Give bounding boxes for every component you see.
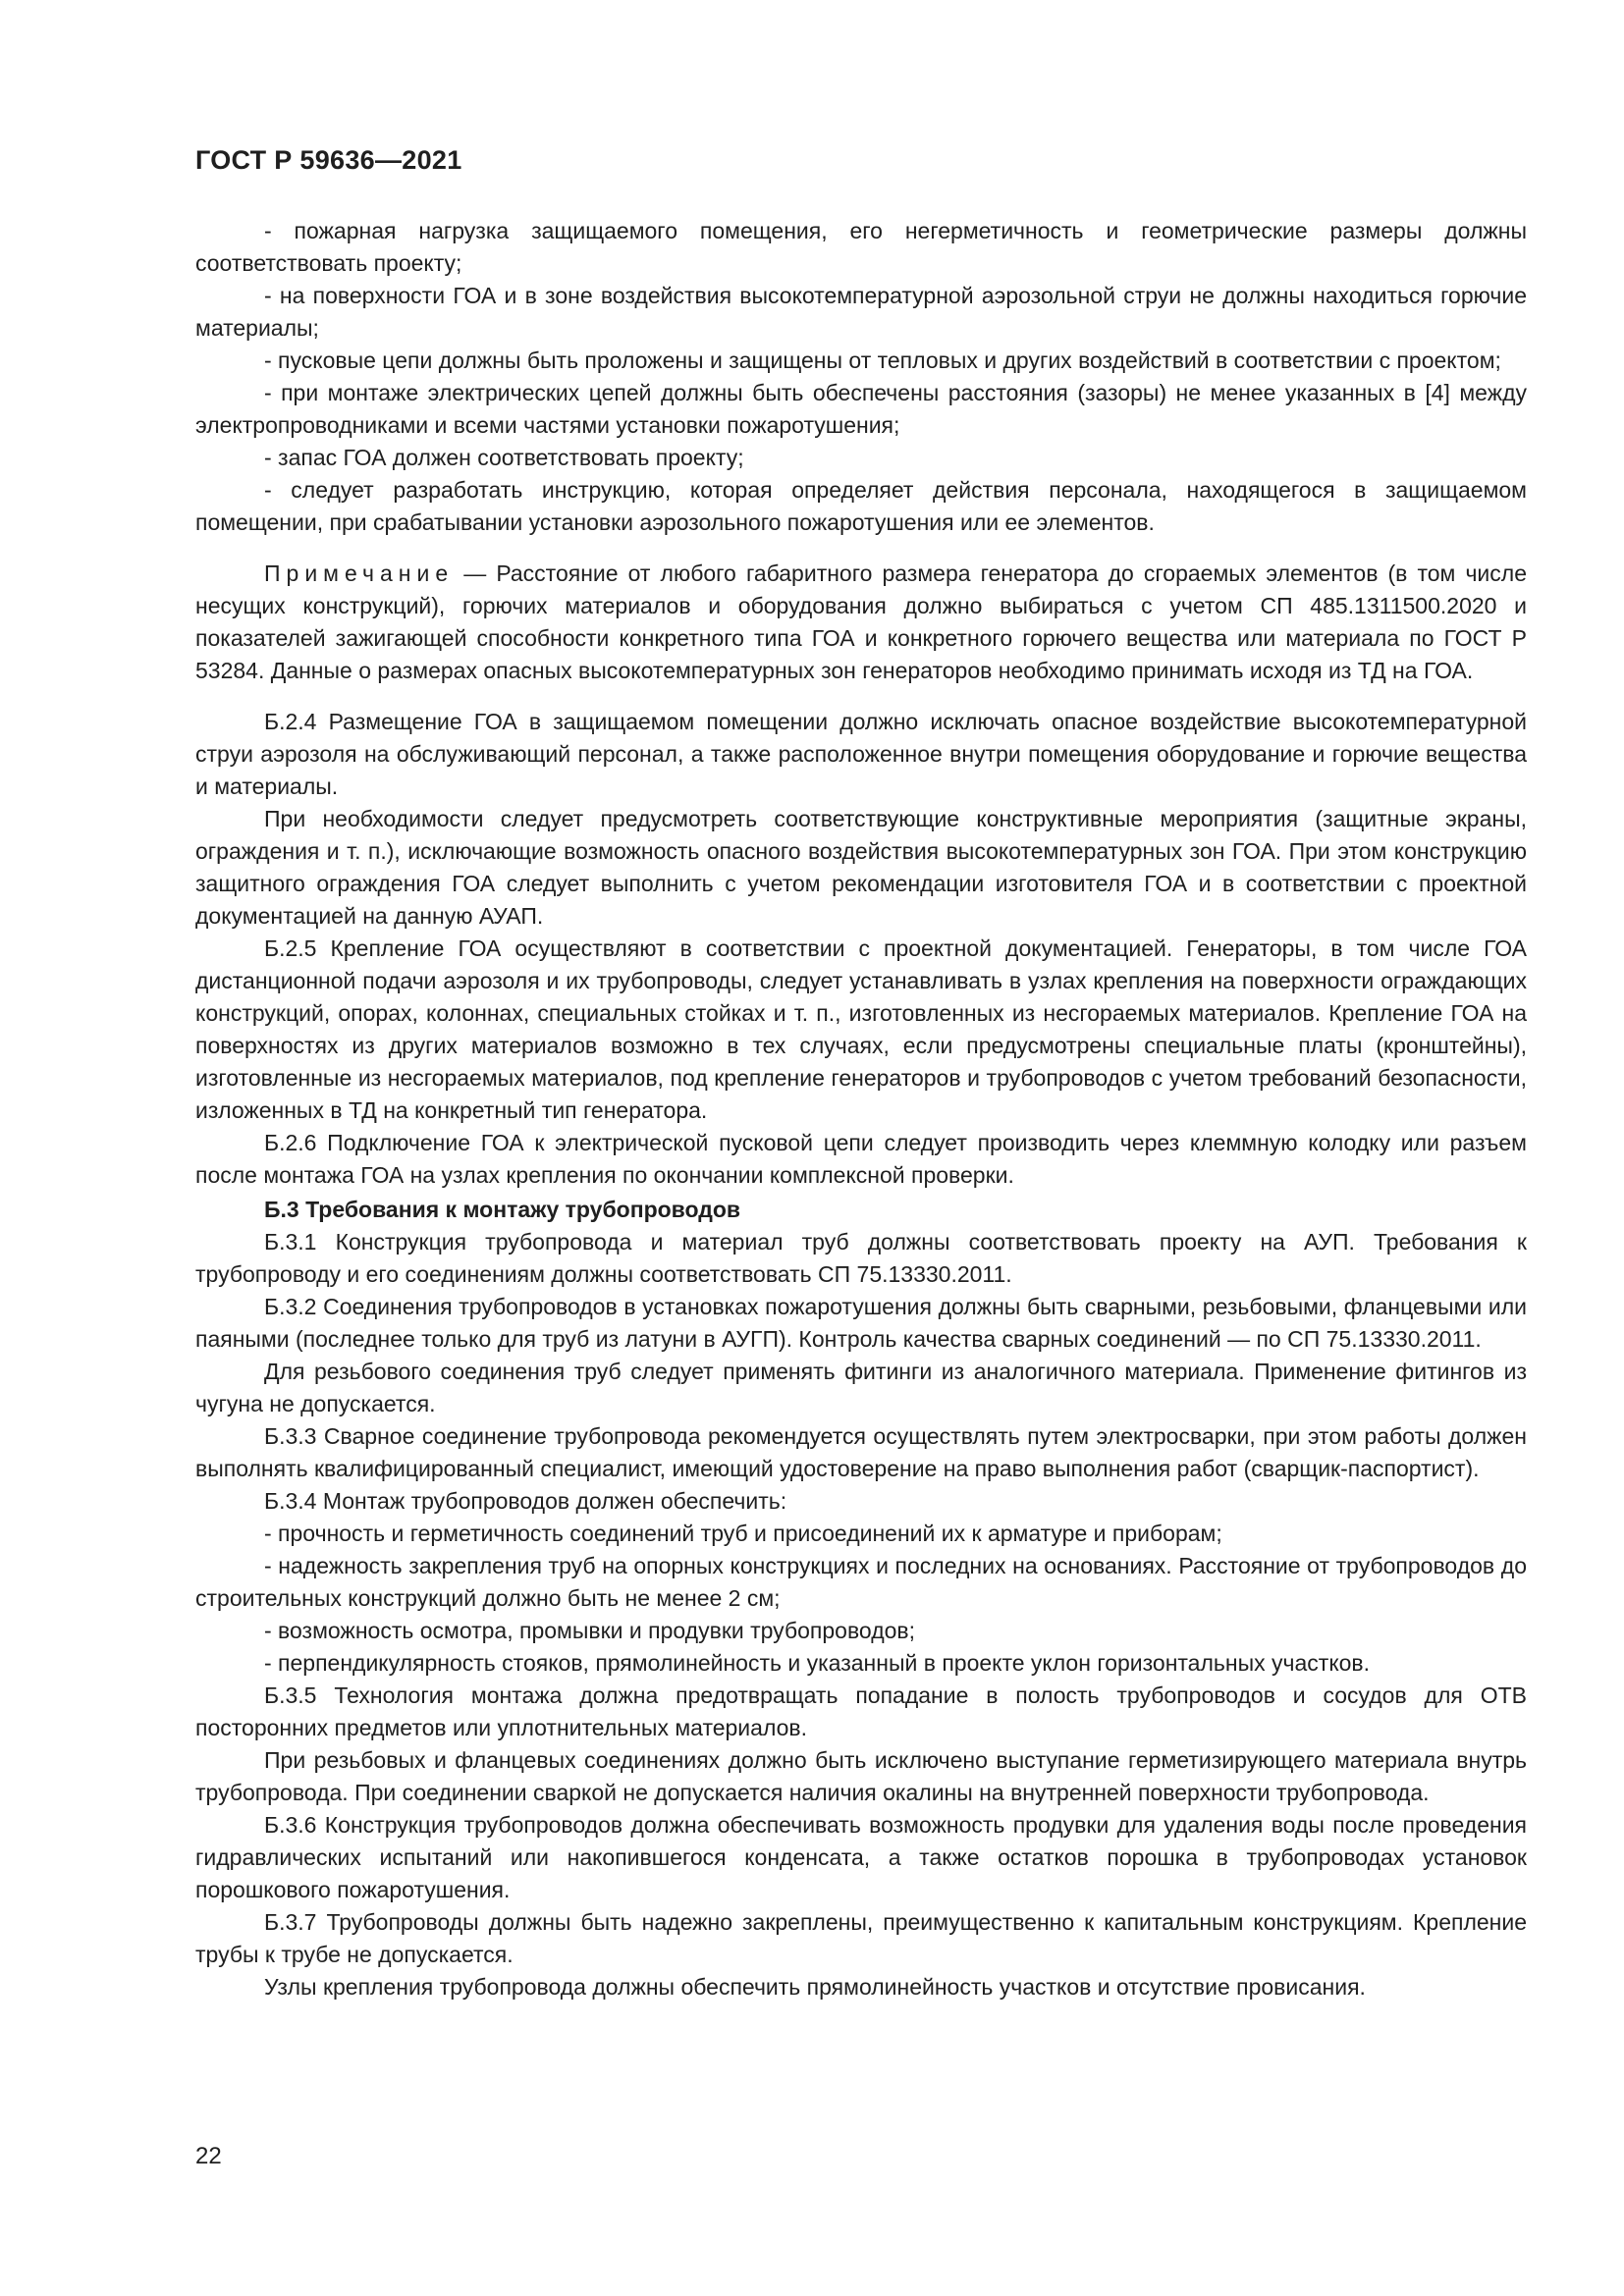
- paragraph-b2-4: Б.2.4 Размещение ГОА в защищаемом помещении должно исключать опасное воздействие высокотемпературной струи аэрозоля на обслуживающий персонал, а также расположенное внутри помещения оборудование и горючие вещества и материалы.: [195, 709, 1527, 799]
- note-block: [195, 558, 1527, 687]
- list-item: - пусковые цепи должны быть проложены и защищены от тепловых и других воздействий в соответствии с проектом;: [264, 347, 1501, 373]
- note-paragraph: [195, 558, 1527, 687]
- paragraph-b3-1: Б.3.1 Конструкция трубопровода и материал труб должны соответствовать проекту на АУП. Требования к трубопроводу и его соединениям должны соответствовать СП 75.13330.2011.: [195, 1229, 1527, 1287]
- paragraph-b3-4: Б.3.4 Монтаж трубопроводов должен обеспечить:: [264, 1488, 787, 1514]
- paragraph-b3-7: Б.3.7 Трубопроводы должны быть надежно закреплены, преимущественно к капитальным конструкциям. Крепление трубы к трубе не допускается.: [195, 1909, 1527, 1967]
- paragraph-b2-6: Б.2.6 Подключение ГОА к электрической пусковой цепи следует производить через клеммную колодку или разъем после монтажа ГОА на узлах крепления по окончании комплексной проверки.: [195, 1130, 1527, 1188]
- paragraph: При резьбовых и фланцевых соединениях должно быть исключено выступание герметизирующего материала внутрь трубопровода. При соединении сваркой не допускается наличия окалины на внутренней поверхности трубопровода.: [195, 1747, 1527, 1805]
- page-number: 22: [195, 2143, 222, 2169]
- list-item: - перпендикулярность стояков, прямолинейность и указанный в проекте уклон горизонтальных участков.: [264, 1650, 1371, 1676]
- paragraph-b3-5: Б.3.5 Технология монтажа должна предотвращать попадание в полость трубопроводов и сосудов для ОТВ посторонних предметов или уплотнительных материалов.: [195, 1682, 1527, 1740]
- requirements-list: [195, 215, 1527, 539]
- list-item: - надежность закрепления труб на опорных конструкциях и последних на основаниях. Расстояние от трубопроводов до строительных конструкций должно быть не менее 2 см;: [195, 1553, 1527, 1611]
- list-item: - пожарная нагрузка защищаемого помещения, его негерметичность и геометрические размеры должны соответствовать проекту;: [195, 218, 1527, 276]
- paragraph-b2-5: Б.2.5 Крепление ГОА осуществляют в соответствии с проектной документацией. Генераторы, в том числе ГОА дистанционной подачи аэрозоля и их трубопроводы, следует устанавливать в узлах крепления на поверхности ограждающих конструкций, опорах, колоннах, специальных стойках и т. п., изготовленных из несгораемых материалов. Крепление ГОА на поверхностях из других материалов возможно в тех случаях, если предусмотрены специальные платы (кронштейны), изготовленные из несгораемых материалов, под крепление генераторов и трубопроводов с учетом требований безопасности, изложенных в ТД на конкретный тип генератора.: [195, 935, 1527, 1123]
- paragraph-b3-3: Б.3.3 Сварное соединение трубопровода рекомендуется осуществлять путем электросварки, при этом работы должен выполнять квалифицированный специалист, имеющий удостоверение на право выполнения работ (сварщик-паспортист).: [195, 1423, 1527, 1481]
- paragraph: При необходимости следует предусмотреть соответствующие конструктивные мероприятия (защитные экраны, ограждения и т. п.), исключающие возможность опасного воздействия высокотемпературных зон ГОА. При этом конструкцию защитного ограждения ГОА следует выполнить с учетом рекомендации изготовителя ГОА и в соответствии с проектной документацией на данную АУАП.: [195, 806, 1527, 929]
- document-body: [195, 215, 1527, 2003]
- list-item: - следует разработать инструкцию, которая определяет действия персонала, находящегося в защищаемом помещении, при срабатывании установки аэрозольного пожаротушения или ее элементов.: [195, 477, 1527, 535]
- list-item: - возможность осмотра, промывки и продувки трубопроводов;: [264, 1618, 916, 1643]
- document-page: [195, 145, 1527, 2003]
- list-item: - на поверхности ГОА и в зоне воздействия высокотемпературной аэрозольной струи не должны находиться горючие материалы;: [195, 283, 1527, 341]
- list-item: - запас ГОА должен соответствовать проекту;: [264, 445, 744, 470]
- list-item: - при монтаже электрических цепей должны быть обеспечены расстояния (зазоры) не менее указанных в [4] между электропроводниками и всеми частями установки пожаротушения;: [195, 380, 1527, 438]
- paragraph: Узлы крепления трубопровода должны обеспечить прямолинейность участков и отсутствие провисания.: [264, 1974, 1366, 2000]
- section-b2-paragraphs: [195, 706, 1527, 1192]
- paragraph-b3-6: Б.3.6 Конструкция трубопроводов должна обеспечивать возможность продувки для удаления воды после проведения гидравлических испытаний или накопившегося конденсата, а также остатков порошка в трубопроводах установок порошкового пожаротушения.: [195, 1812, 1527, 1902]
- section-heading-b3: Б.3 Требования к монтажу трубопроводов: [264, 1197, 741, 1222]
- document-header: ГОСТ Р 59636—2021: [195, 145, 462, 175]
- note-text: — Расстояние от любого габаритного размера генератора до сгораемых элементов (в том числе несущих конструкций), горючих материалов и оборудования должно выбираться с учетом СП 485.1311500.2020 и показателей зажигающей способности конкретного типа ГОА и конкретного горючего вещества или материала по ГОСТ Р 53284. Данные о размерах опасных высокотемпературных зон генераторов необходимо принимать исходя из ТД на ГОА.: [195, 561, 1527, 683]
- note-label: Примечание: [264, 561, 455, 586]
- paragraph: Для резьбового соединения труб следует применять фитинги из аналогичного материала. Применение фитингов из чугуна не допускается.: [195, 1359, 1527, 1416]
- paragraph-b3-2: Б.3.2 Соединения трубопроводов в установках пожаротушения должны быть сварными, резьбовыми, фланцевыми или паяными (последнее только для труб из латуни в АУГП). Контроль качества сварных соединений — по СП 75.13330.2011.: [195, 1294, 1527, 1352]
- section-b3-paragraphs: [195, 1226, 1527, 2003]
- list-item: - прочность и герметичность соединений труб и присоединений их к арматуре и приборам;: [264, 1521, 1222, 1546]
